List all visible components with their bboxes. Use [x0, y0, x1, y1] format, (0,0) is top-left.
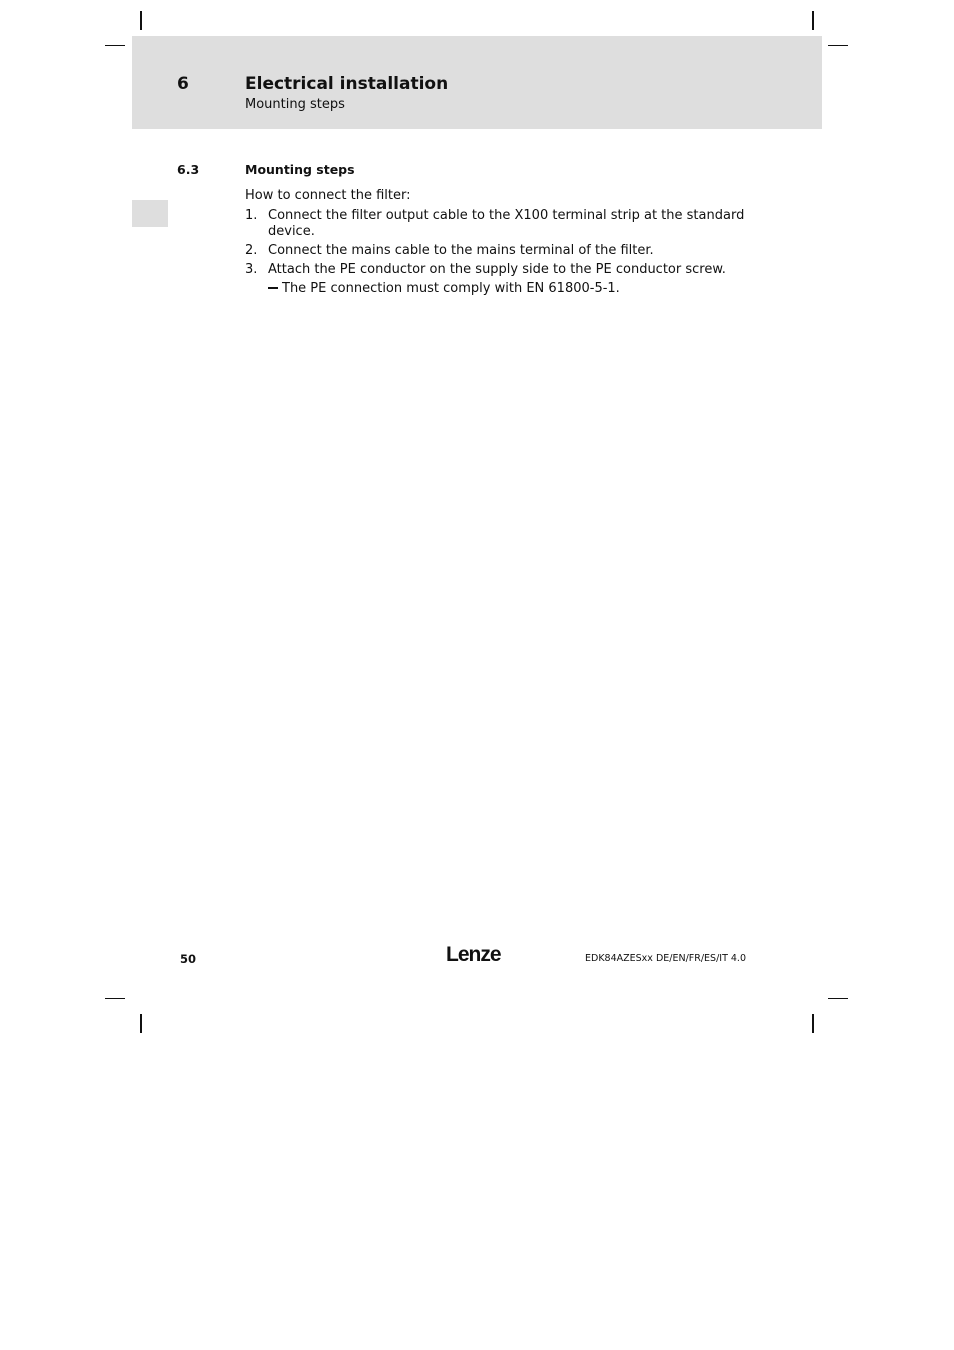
chapter-title: Electrical installation	[245, 74, 449, 94]
section-content	[245, 188, 745, 300]
page-number: 50	[180, 952, 197, 966]
intro-text: How to connect the filter:	[245, 188, 411, 203]
step-number: 2.	[245, 243, 258, 258]
step-text: Connect the mains cable to the mains terminal of the filter.	[268, 243, 654, 258]
step-item	[245, 208, 745, 240]
crop-mark-top-right-vertical	[812, 11, 814, 30]
step-note-text: The PE connection must comply with EN 61800-5-1.	[282, 281, 620, 296]
document-id: EDK84AZESxx DE/EN/FR/ES/IT 4.0	[585, 953, 746, 964]
crop-mark-top-right-horizontal	[828, 45, 848, 46]
crop-mark-bottom-left-vertical	[140, 1014, 142, 1033]
step-body	[268, 262, 745, 297]
side-marker-tab	[132, 200, 168, 227]
chapter-header-band	[132, 36, 822, 129]
dash-bullet-icon	[268, 281, 282, 297]
step-number: 1.	[245, 208, 258, 223]
steps-list	[245, 208, 745, 297]
step-item	[245, 262, 745, 297]
step-number: 3.	[245, 262, 258, 277]
lenze-logo: Lenze	[446, 943, 501, 966]
chapter-subtitle: Mounting steps	[245, 97, 345, 112]
crop-mark-top-left-vertical	[140, 11, 142, 30]
section-title: Mounting steps	[245, 162, 355, 177]
step-item	[245, 243, 745, 259]
step-text: Attach the PE conductor on the supply side to the PE conductor screw.	[268, 262, 726, 277]
crop-mark-bottom-right-vertical	[812, 1014, 814, 1033]
section-number: 6.3	[177, 162, 200, 177]
chapter-number: 6	[177, 74, 189, 94]
step-text: Connect the filter output cable to the X100 terminal strip at the standard device.	[268, 208, 745, 239]
crop-mark-bottom-left-horizontal	[105, 998, 125, 999]
crop-mark-bottom-right-horizontal	[828, 998, 848, 999]
step-note	[268, 281, 745, 297]
crop-mark-top-left-horizontal	[105, 45, 125, 46]
